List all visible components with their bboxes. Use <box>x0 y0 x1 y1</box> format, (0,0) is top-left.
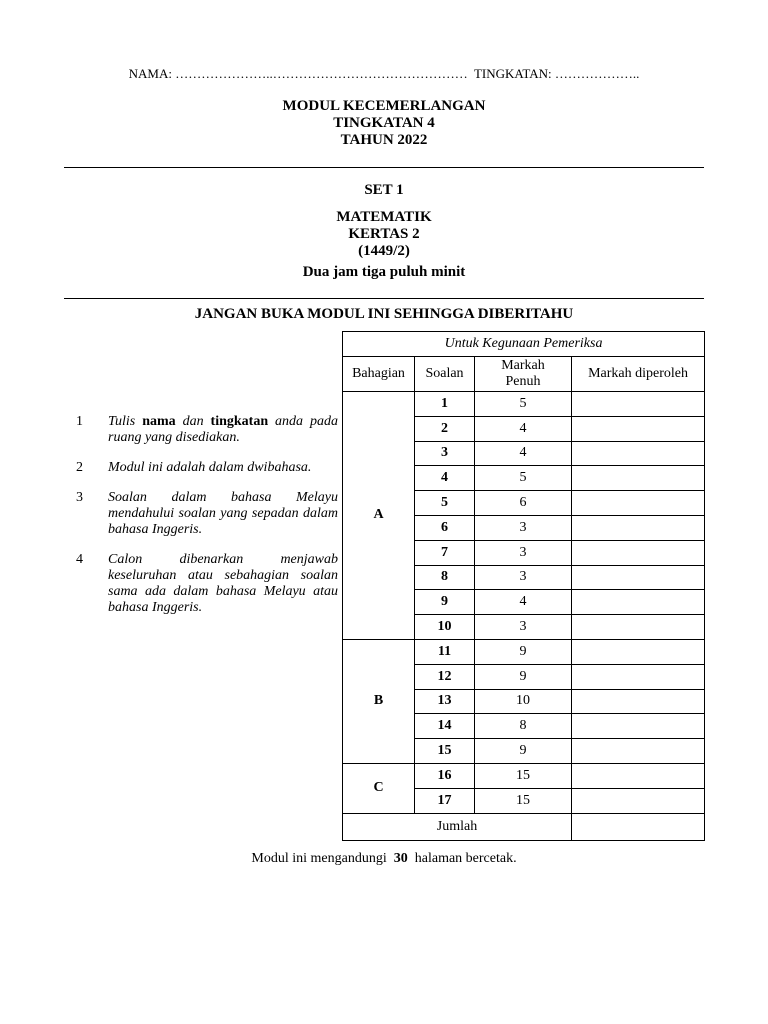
module-header <box>0 98 768 149</box>
marks-obtained-cell[interactable] <box>572 416 705 441</box>
marks-obtained-cell[interactable] <box>572 689 705 714</box>
table-row <box>343 392 705 417</box>
page-count-note: Modul ini mengandungi 30 halaman bercetak. <box>251 851 517 866</box>
full-marks: 4 <box>475 590 572 615</box>
instruction-item <box>76 460 338 476</box>
full-marks: 9 <box>475 739 572 764</box>
question-number: 1 <box>415 392 475 417</box>
full-marks: 8 <box>475 714 572 739</box>
total-marks-cell[interactable] <box>572 813 705 840</box>
marks-obtained-cell[interactable] <box>572 763 705 788</box>
subject-label: MATEMATIK <box>336 209 432 225</box>
question-number: 17 <box>415 788 475 813</box>
instruction-number: 1 <box>76 414 83 429</box>
table-row <box>343 763 705 788</box>
section-b: B <box>343 639 415 763</box>
header-soalan: Soalan <box>415 357 475 392</box>
instruction-text: Tulis nama dan tingkatan anda pada ruang yang disediakan. <box>108 414 338 445</box>
table-row <box>343 639 705 664</box>
full-marks: 3 <box>475 565 572 590</box>
full-marks: 4 <box>475 441 572 466</box>
question-number: 7 <box>415 540 475 565</box>
warning-notice: JANGAN BUKA MODUL INI SEHINGGA DIBERITAHU <box>194 306 574 322</box>
header-markah-penuh: Markah Penuh <box>475 357 572 392</box>
full-marks: 9 <box>475 664 572 689</box>
marks-obtained-cell[interactable] <box>572 788 705 813</box>
instruction-text: Modul ini adalah dalam dwibahasa. <box>108 460 312 475</box>
marks-obtained-cell[interactable] <box>572 515 705 540</box>
question-number: 9 <box>415 590 475 615</box>
marks-obtained-cell[interactable] <box>572 615 705 640</box>
marks-obtained-cell[interactable] <box>572 540 705 565</box>
divider-bottom <box>64 298 704 299</box>
question-number: 2 <box>415 416 475 441</box>
marks-obtained-cell[interactable] <box>572 491 705 516</box>
full-marks: 4 <box>475 416 572 441</box>
duration-label: Dua jam tiga puluh minit <box>302 264 466 280</box>
question-number: 3 <box>415 441 475 466</box>
full-marks: 5 <box>475 392 572 417</box>
section-a: A <box>343 392 415 640</box>
full-marks: 3 <box>475 615 572 640</box>
tingkatan-field-label[interactable]: TINGKATAN: ……………….. <box>473 66 640 81</box>
header-bahagian: Bahagian <box>343 357 415 392</box>
full-marks: 3 <box>475 540 572 565</box>
instructions-list <box>76 414 338 630</box>
full-marks: 15 <box>475 763 572 788</box>
full-marks: 3 <box>475 515 572 540</box>
marks-obtained-cell[interactable] <box>572 739 705 764</box>
paper-info <box>0 182 768 260</box>
candidate-info-line <box>0 66 768 82</box>
marks-obtained-cell[interactable] <box>572 590 705 615</box>
instruction-item <box>76 490 338 538</box>
question-number: 13 <box>415 689 475 714</box>
table-caption: Untuk Kegunaan Pemeriksa <box>343 332 705 357</box>
set-label: SET 1 <box>364 182 404 198</box>
marks-obtained-cell[interactable] <box>572 565 705 590</box>
question-number: 8 <box>415 565 475 590</box>
paper-code: (1449/2) <box>358 243 410 259</box>
page-count: 30 <box>393 851 408 866</box>
module-year: TAHUN 2022 <box>340 132 428 148</box>
question-number: 16 <box>415 763 475 788</box>
marks-obtained-cell[interactable] <box>572 441 705 466</box>
section-c: C <box>343 763 415 813</box>
divider-top <box>64 167 704 168</box>
marks-obtained-cell[interactable] <box>572 466 705 491</box>
question-number: 6 <box>415 515 475 540</box>
full-marks: 15 <box>475 788 572 813</box>
module-title: MODUL KECEMERLANGAN <box>282 98 486 114</box>
question-number: 4 <box>415 466 475 491</box>
marks-obtained-cell[interactable] <box>572 392 705 417</box>
instruction-number: 3 <box>76 490 83 505</box>
marks-obtained-cell[interactable] <box>572 664 705 689</box>
module-form: TINGKATAN 4 <box>333 115 435 131</box>
instruction-number: 4 <box>76 552 83 567</box>
instruction-item <box>76 552 338 616</box>
full-marks: 5 <box>475 466 572 491</box>
nama-field-label[interactable]: NAMA: …………………..……………………………………… <box>128 66 468 81</box>
instruction-text: Calon dibenarkan menjawab keseluruhan atau sebahagian soalan sama ada dalam bahasa Melayu atau bahasa Inggeris. <box>108 552 338 615</box>
question-number: 5 <box>415 491 475 516</box>
full-marks: 6 <box>475 491 572 516</box>
question-number: 12 <box>415 664 475 689</box>
question-number: 10 <box>415 615 475 640</box>
header-markah-diperoleh: Markah diperoleh <box>572 357 705 392</box>
examiner-marks-table <box>342 331 705 841</box>
total-label: Jumlah <box>343 813 572 840</box>
question-number: 14 <box>415 714 475 739</box>
total-row <box>343 813 705 840</box>
instruction-item <box>76 414 338 446</box>
full-marks: 10 <box>475 689 572 714</box>
question-number: 11 <box>415 639 475 664</box>
paper-label: KERTAS 2 <box>348 226 420 242</box>
question-number: 15 <box>415 739 475 764</box>
instruction-number: 2 <box>76 460 83 475</box>
instruction-text: Soalan dalam bahasa Melayu mendahului soalan yang sepadan dalam bahasa Inggeris. <box>108 490 338 537</box>
marks-obtained-cell[interactable] <box>572 639 705 664</box>
marks-obtained-cell[interactable] <box>572 714 705 739</box>
full-marks: 9 <box>475 639 572 664</box>
